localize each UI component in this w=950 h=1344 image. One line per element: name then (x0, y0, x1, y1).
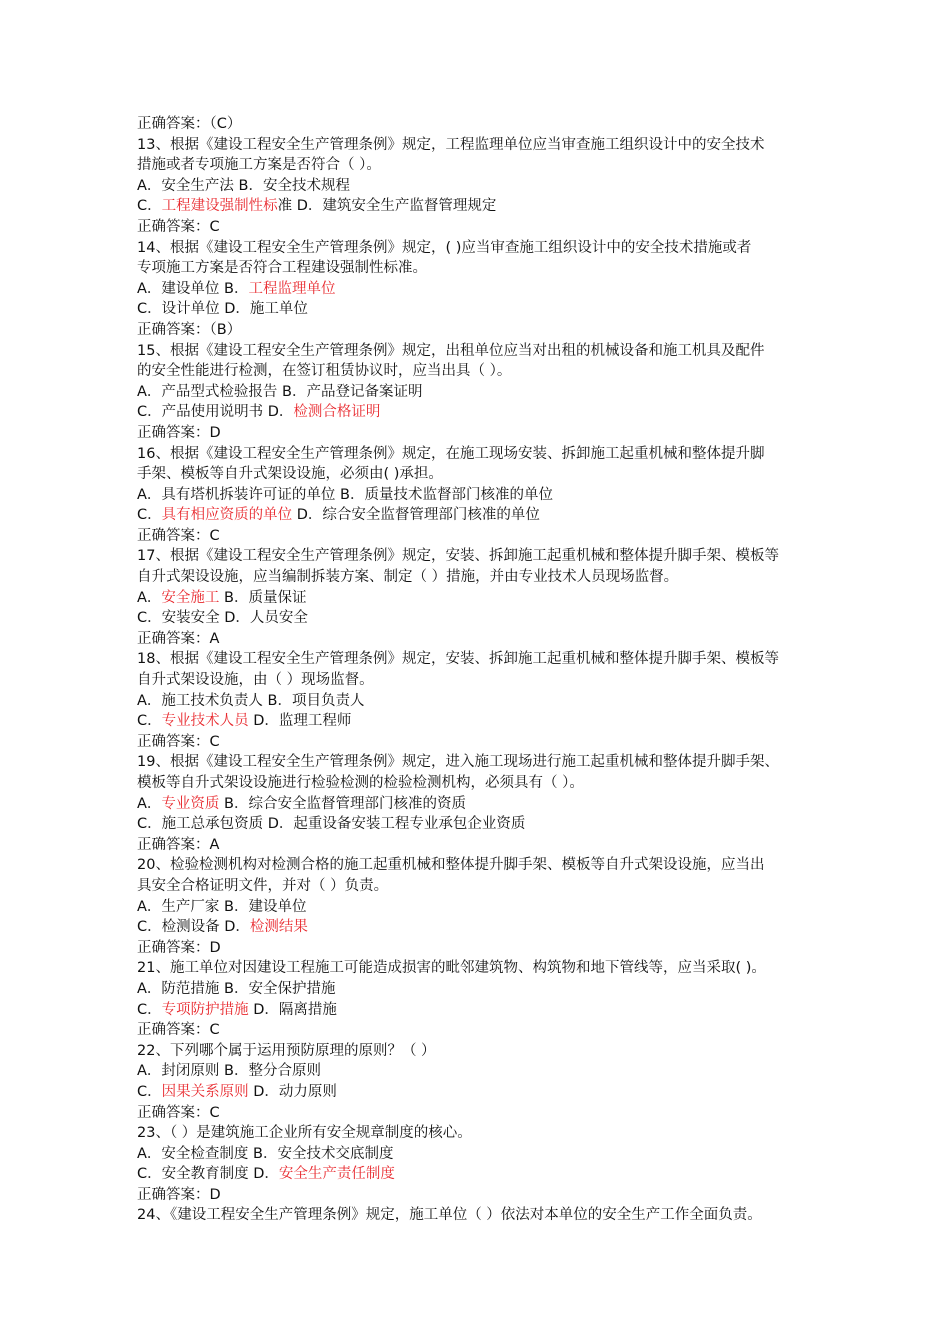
text-line (137, 135, 852, 156)
text-line (137, 1041, 852, 1062)
answer-highlight: 检测合格证明 (293, 404, 381, 421)
text-segment: 24、《建设工程安全生产管理条例》规定，施工单位（ ）依法对本单位的安全生产工作全面负责。 (137, 1207, 762, 1224)
text-segment: A．建设单位 B． (137, 280, 249, 297)
text-segment: 正确答案：C (137, 218, 220, 235)
text-segment: C．设计单位 D．施工单位 (137, 301, 308, 318)
text-segment: A．具有塔机拆装许可证的单位 B．质量技术监督部门核准的单位 (137, 486, 553, 503)
answer-highlight: 专项防护措施 (161, 1001, 249, 1018)
text-segment: 正确答案：A (137, 630, 220, 647)
text-line (137, 897, 852, 918)
text-line (137, 1123, 852, 1144)
text-line (137, 835, 852, 856)
text-segment: C．产品使用说明书 D． (137, 404, 294, 421)
text-line (137, 341, 852, 362)
answer-highlight: 检测结果 (249, 919, 308, 936)
text-segment: 自升式架设设施，由（ ）现场监督。 (137, 672, 374, 689)
text-segment: C． (137, 198, 162, 215)
text-segment: 的安全性能进行检测，在签订租赁协议时，应当出具（ ）。 (137, 363, 512, 380)
text-segment: D．动力原则 (248, 1083, 337, 1100)
text-segment: 正确答案：D (137, 424, 221, 441)
text-line (137, 814, 852, 835)
text-segment: 正确答案：D (137, 939, 221, 956)
text-segment: A． (137, 589, 162, 606)
text-line (137, 629, 852, 650)
answer-highlight: 工程建设强制性标 (161, 198, 278, 215)
text-segment: C． (137, 507, 162, 524)
text-line (137, 402, 852, 423)
text-segment: A．安全生产法 B．安全技术规程 (137, 177, 350, 194)
text-line (137, 1020, 852, 1041)
text-segment: C．安全教育制度 D． (137, 1166, 279, 1183)
text-segment: D．综合安全监督管理部门核准的单位 (292, 507, 540, 524)
text-segment: A． (137, 795, 162, 812)
text-segment: 正确答案：C (137, 1022, 220, 1039)
text-line (137, 608, 852, 629)
text-segment: 14、根据《建设工程安全生产管理条例》规定，( )应当审查施工组织设计中的安全技术措施或者 (137, 239, 752, 256)
text-line (137, 546, 852, 567)
text-segment: 专项施工方案是否符合工程建设强制性标准。 (137, 260, 427, 277)
answer-highlight: 因果关系原则 (161, 1083, 249, 1100)
text-segment: 正确答案：C (137, 733, 220, 750)
text-segment: 17、根据《建设工程安全生产管理条例》规定，安装、拆卸施工起重机械和整体提升脚手架、模板等 (137, 548, 779, 565)
answer-highlight: 专业资质 (161, 795, 220, 812)
text-line (137, 1061, 852, 1082)
text-line (137, 196, 852, 217)
answer-highlight: 具有相应资质的单位 (161, 507, 293, 524)
text-line (137, 567, 852, 588)
text-line (137, 649, 852, 670)
text-line (137, 505, 852, 526)
text-line (137, 1000, 852, 1021)
text-line (137, 176, 852, 197)
text-segment: 23、（ ）是建筑施工企业所有安全规章制度的核心。 (137, 1125, 472, 1142)
text-segment: C． (137, 713, 162, 730)
text-segment: 模板等自升式架设设施进行检验检测的检验检测机构，必须具有（ ）。 (137, 775, 584, 791)
text-line (137, 938, 852, 959)
text-line (137, 464, 852, 485)
text-line (137, 279, 852, 300)
text-line (137, 979, 852, 1000)
text-line (137, 1103, 852, 1124)
text-line (137, 773, 852, 794)
text-line (137, 1185, 852, 1206)
text-line (137, 1164, 852, 1185)
text-segment: B．质量保证 (219, 589, 307, 606)
text-segment: 正确答案：D (137, 1186, 221, 1203)
text-segment: B．综合安全监督管理部门核准的资质 (219, 795, 466, 812)
text-segment: D．监理工程师 (248, 713, 352, 730)
answer-highlight: 专业技术人员 (161, 713, 249, 730)
text-line (137, 382, 852, 403)
text-line (137, 423, 852, 444)
text-line (137, 732, 852, 753)
text-line (137, 320, 852, 341)
text-segment: 20、检验检测机构对检测合格的施工起重机械和整体提升脚手架、模板等自升式架设设施，应当出 (137, 857, 765, 874)
text-segment: 15、根据《建设工程安全生产管理条例》规定，出租单位应当对出租的机械设备和施工机具及配件 (137, 342, 765, 359)
text-line (137, 155, 852, 176)
text-segment: C． (137, 1083, 162, 1100)
text-segment: 16、根据《建设工程安全生产管理条例》规定，在施工现场安装、拆卸施工起重机械和整体提升脚 (137, 445, 765, 462)
text-line (137, 114, 852, 135)
text-line (137, 1205, 852, 1226)
text-line (137, 711, 852, 732)
text-segment: 正确答案：A (137, 836, 220, 853)
text-line (137, 917, 852, 938)
text-line (137, 958, 852, 979)
text-line (137, 299, 852, 320)
document-page (137, 114, 852, 1226)
text-segment: 19、根据《建设工程安全生产管理条例》规定，进入施工现场进行施工起重机械和整体提升脚手架、 (137, 754, 779, 771)
text-line (137, 794, 852, 815)
text-segment: 22、下列哪个属于运用预防原理的原则？（ ） (137, 1042, 436, 1059)
text-segment: 18、根据《建设工程安全生产管理条例》规定，安装、拆卸施工起重机械和整体提升脚手架、模板等 (137, 651, 779, 668)
text-segment: C．施工总承包资质 D．起重设备安装工程专业承包企业资质 (137, 816, 526, 833)
answer-highlight: 安全施工 (161, 589, 220, 606)
text-segment: 正确答案：C (137, 527, 220, 544)
text-line (137, 238, 852, 259)
answer-highlight: 安全生产责任制度 (278, 1166, 395, 1183)
text-segment: A．封闭原则 B．整分合原则 (137, 1063, 321, 1080)
text-segment: 正确答案：（C） (137, 116, 242, 132)
text-segment: 正确答案：C (137, 1104, 220, 1121)
text-line (137, 217, 852, 238)
text-line (137, 1144, 852, 1165)
text-line (137, 876, 852, 897)
text-segment: C．检测设备 D． (137, 919, 250, 936)
text-line (137, 855, 852, 876)
text-segment: 准 D．建筑安全生产监督管理规定 (277, 198, 497, 215)
text-line (137, 1082, 852, 1103)
text-segment: C．安装安全 D．人员安全 (137, 610, 308, 627)
text-line (137, 526, 852, 547)
text-segment: 正确答案：（B） (137, 321, 242, 338)
text-line (137, 588, 852, 609)
text-segment: 21、施工单位对因建设工程施工可能造成损害的毗邻建筑物、构筑物和地下管线等，应当采取( )。 (137, 960, 766, 977)
text-segment: A．生产厂家 B．建设单位 (137, 898, 307, 915)
text-segment: C． (137, 1001, 162, 1018)
text-segment: 13、根据《建设工程安全生产管理条例》规定，工程监理单位应当审查施工组织设计中的安全技术 (137, 136, 765, 153)
text-line (137, 670, 852, 691)
text-segment: A．施工技术负责人 B．项目负责人 (137, 692, 365, 709)
text-line (137, 752, 852, 773)
text-segment: 具安全合格证明文件，并对（ ）负责。 (137, 877, 389, 894)
text-segment: A．产品型式检验报告 B．产品登记备案证明 (137, 383, 423, 400)
text-line (137, 444, 852, 465)
text-line (137, 691, 852, 712)
answer-highlight: 工程监理单位 (248, 280, 336, 297)
text-line (137, 485, 852, 506)
text-segment: D．隔离措施 (248, 1001, 337, 1018)
text-segment: 手架、模板等自升式架设设施，必须由( )承担。 (137, 466, 443, 483)
text-line (137, 258, 852, 279)
text-segment: 措施或者专项施工方案是否符合（ ）。 (137, 157, 381, 174)
text-segment: A．安全检查制度 B．安全技术交底制度 (137, 1145, 394, 1162)
text-segment: 自升式架设设施，应当编制拆装方案、制定（ ）措施，并由专业技术人员现场监督。 (137, 569, 679, 586)
text-segment: A．防范措施 B．安全保护措施 (137, 980, 336, 997)
text-line (137, 361, 852, 382)
